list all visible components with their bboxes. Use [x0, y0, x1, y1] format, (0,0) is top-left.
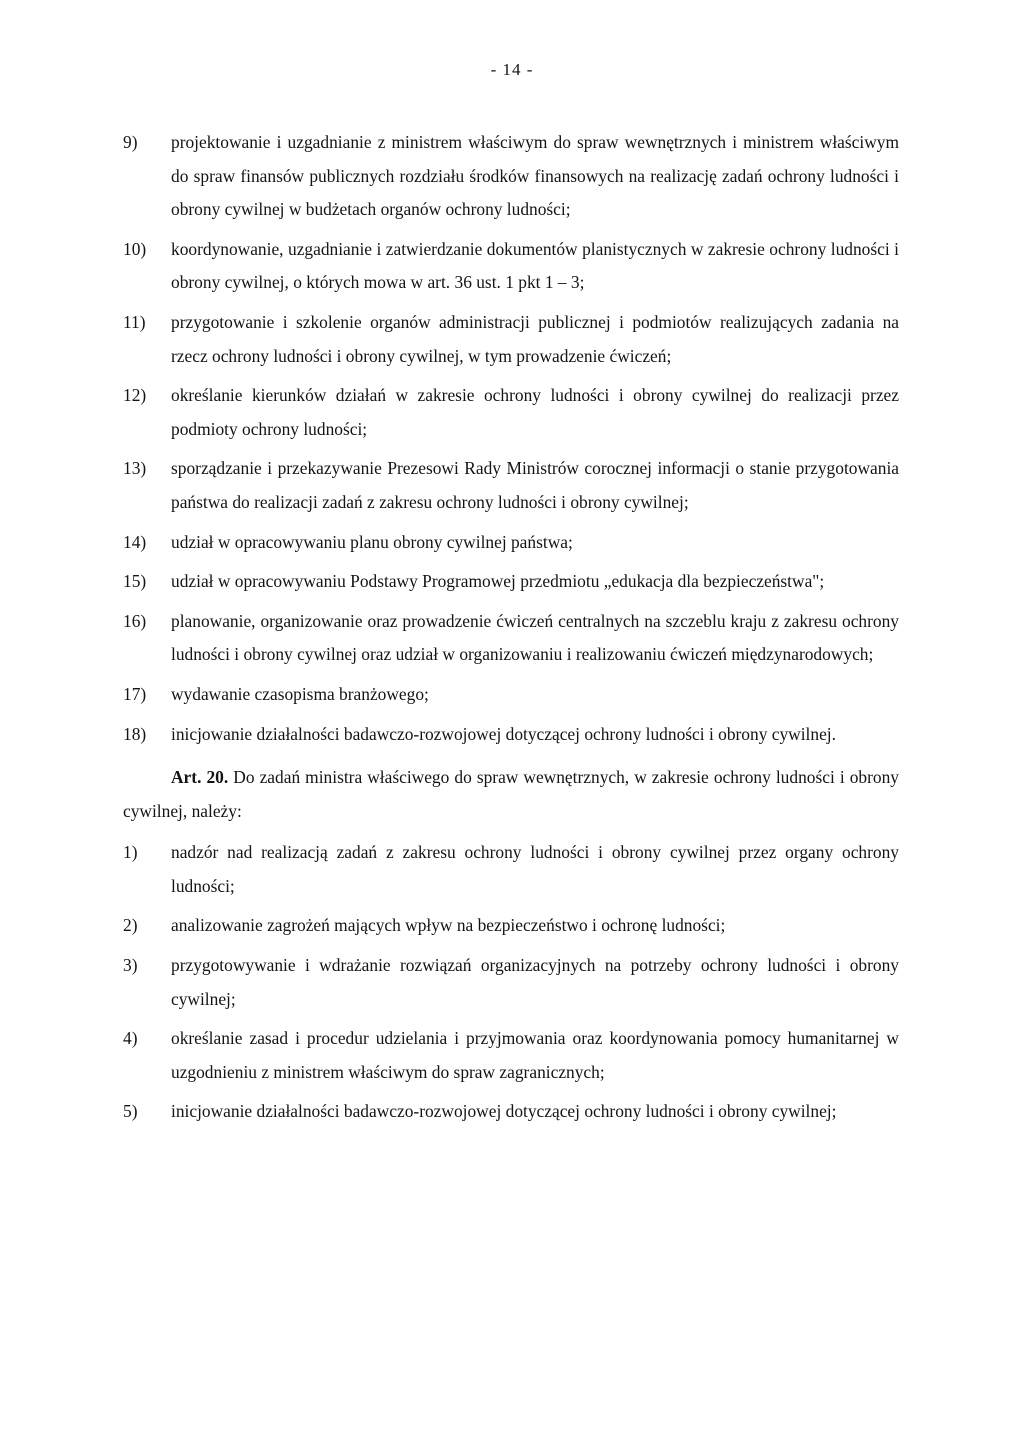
item-text: przygotowywanie i wdrażanie rozwiązań organizacyjnych na potrzeby ochrony ludności i obrony cywilnej;: [171, 955, 899, 1009]
list-a: [123, 126, 899, 751]
list-item: [123, 526, 899, 560]
list-item: [123, 909, 899, 943]
item-number: 3): [123, 955, 138, 976]
item-text: określanie kierunków działań w zakresie ochrony ludności i obrony cywilnej do realizacji przez podmioty ochrony ludności;: [171, 385, 899, 439]
article-paragraph: [123, 761, 899, 828]
page-number: - 14 -: [490, 60, 534, 79]
item-number: 16): [123, 610, 147, 631]
item-number: 14): [123, 531, 147, 552]
article-label: Art. 20.: [171, 767, 229, 788]
item-number: 11): [123, 311, 146, 332]
item-text: koordynowanie, uzgadnianie i zatwierdzanie dokumentów planistycznych w zakresie ochrony ludności i obrony cywilnej, o których mowa w art. 36 ust. 1 pkt 1 – 3;: [171, 238, 899, 293]
list-item: [123, 678, 899, 712]
item-number: 12): [123, 385, 147, 406]
item-text: inicjowanie działalności badawczo-rozwojowej dotyczącej ochrony ludności i obrony cywilnej;: [171, 1101, 837, 1122]
item-text: przygotowanie i szkolenie organów administracji publicznej i podmiotów realizujących zadania na rzecz ochrony ludności i obrony cywilnej, w tym prowadzenie ćwiczeń;: [171, 311, 899, 366]
item-number: 4): [123, 1028, 138, 1049]
item-text: inicjowanie działalności badawczo-rozwojowej dotyczącej ochrony ludności i obrony cywilnej.: [171, 723, 836, 744]
item-number: 15): [123, 571, 147, 592]
list-item: [123, 605, 899, 672]
item-text: nadzór nad realizacją zadań z zakresu ochrony ludności i obrony cywilnej przez organy ochrony ludności;: [171, 842, 899, 896]
item-text: analizowanie zagrożeń mających wpływ na bezpieczeństwo i ochronę ludności;: [171, 915, 726, 936]
item-text: określanie zasad i procedur udzielania i przyjmowania oraz koordynowania pomocy humanitarnej w uzgodnieniu z ministrem właściwym do spraw zagranicznych;: [171, 1028, 899, 1082]
item-text: wydawanie czasopisma branżowego;: [171, 683, 429, 704]
item-number: 1): [123, 842, 138, 863]
list-item: [123, 836, 899, 903]
item-number: 18): [123, 723, 147, 744]
item-text: udział w opracowywaniu Podstawy Programowej przedmiotu „edukacja dla bezpieczeństwa";: [171, 571, 825, 592]
list-item: [123, 452, 899, 519]
item-text: sporządzanie i przekazywanie Prezesowi Rady Ministrów corocznej informacji o stanie przygotowania państwa do realizacji zadań z zakresu ochrony ludności i obrony cywilnej;: [171, 458, 899, 512]
item-text: udział w opracowywaniu planu obrony cywilnej państwa;: [171, 531, 573, 552]
item-text: planowanie, organizowanie oraz prowadzenie ćwiczeń centralnych na szczeblu kraju z zakresu ochrony ludności i obrony cywilnej oraz udział w organizowaniu i realizowaniu ćwiczeń międzynarodowych;: [171, 610, 899, 665]
item-number: 10): [123, 238, 147, 259]
list-item: [123, 1095, 899, 1129]
item-number: 13): [123, 458, 147, 479]
list-item: [123, 1022, 899, 1089]
item-number: 9): [123, 132, 138, 152]
document-body: [123, 126, 899, 1135]
list-b: [123, 836, 899, 1129]
list-item: [123, 565, 899, 599]
list-item: [123, 718, 899, 752]
item-number: 5): [123, 1101, 138, 1122]
item-number: 17): [123, 683, 147, 704]
list-item: [123, 949, 899, 1016]
list-item: [123, 379, 899, 446]
list-item: [123, 233, 899, 300]
item-number: 2): [123, 915, 138, 936]
list-item: [123, 126, 899, 227]
list-item: [123, 306, 899, 373]
article-text: Do zadań ministra właściwego do spraw wewnętrznych, w zakresie ochrony ludności i obrony cywilnej, należy:: [123, 767, 899, 821]
item-text: projektowanie i uzgadnianie z ministrem właściwym do spraw wewnętrznych i ministrem właściwym do spraw finansów publicznych rozdziału środków finansowych na realizację zadań ochrony ludności i obrony cywilnej w budżetach organów ochrony ludności;: [171, 132, 899, 220]
